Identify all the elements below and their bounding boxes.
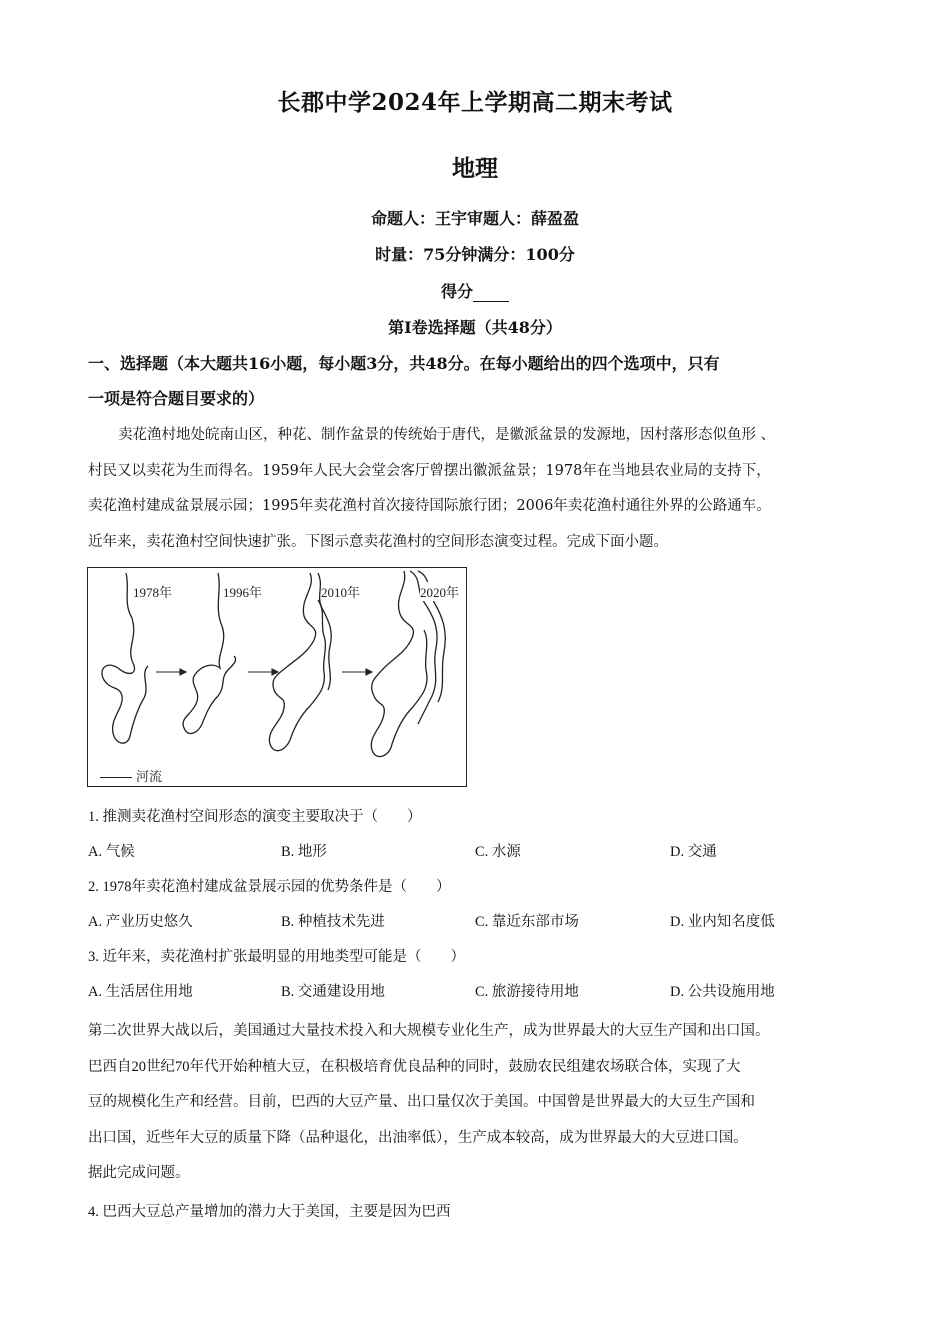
- legend-line-swatch: [100, 777, 132, 778]
- question-4-stem: 4. 巴西大豆总产量增加的潜力大于美国，主要是因为巴西: [88, 1204, 451, 1220]
- subject-title: 地理: [452, 155, 498, 182]
- passage-line: 豆的规模化生产和经营。目前，巴西的大豆产量、出口量仅次于美国。中国曾是世界最大的大豆生产国和: [88, 1094, 755, 1110]
- passage-line: 近年来，卖花渔村空间快速扩张。下图示意卖花渔村的空间形态演变过程。完成下面小题。: [88, 533, 668, 550]
- passage-village: [88, 418, 868, 560]
- option-b[interactable]: B. 种植技术先进: [281, 914, 385, 930]
- year-label-1978: 1978年: [133, 582, 172, 601]
- passage-line: 第二次世界大战以后，美国通过大量技术投入和大规模专业化生产，成为世界最大的大豆生产国和出口国。: [88, 1023, 770, 1039]
- authors-line: 命题人：王宇审题人：薛盈盈: [370, 209, 579, 228]
- passage-line: 据此完成问题。: [88, 1165, 190, 1181]
- question-3-stem: 3. 近年来，卖花渔村扩张最明显的用地类型可能是（ ）: [88, 949, 465, 965]
- section-heading-line2: 一项是符合题目要求的）: [88, 389, 265, 408]
- score-blank: [473, 284, 509, 302]
- passage-line: 出口国，近些年大豆的质量下降（品种退化，出油率低），生产成本较高，成为世界最大的大豆进口国。: [88, 1129, 748, 1146]
- passage-line: 村民又以卖花为生而得名。1959年人民大会堂会客厅曾摆出徽派盆景；1978年在当地县农业局的支持下，: [88, 462, 771, 479]
- time-score-line: 时量：75分钟满分：100分: [375, 245, 575, 264]
- village-evolution-figure: [87, 567, 467, 787]
- option-d[interactable]: D. 业内知名度低: [670, 914, 775, 930]
- option-a[interactable]: A. 气候: [88, 844, 135, 860]
- river-2020-left: [371, 571, 427, 757]
- arrows: [156, 669, 372, 675]
- score-line: [0, 279, 950, 302]
- option-b[interactable]: B. 地形: [281, 844, 327, 860]
- option-a[interactable]: A. 产业历史悠久: [88, 914, 193, 930]
- passage-line: 卖花渔村建成盆景展示园；1995年卖花渔村首次接待国际旅行团；2006年卖花渔村通往外界的公路通车。: [88, 498, 771, 514]
- year-label-1996: 1996年: [223, 582, 262, 601]
- year-label-2020: 2020年: [420, 582, 459, 601]
- year-label-2010: 2010年: [321, 582, 360, 601]
- passage-line: 卖花渔村地处皖南山区，种花、制作盆景的传统始于唐代，是徽派盆景的发源地，因村落形态似鱼形 、: [118, 427, 776, 443]
- river-2010-left: [269, 573, 325, 751]
- passage-line: 巴西自20世纪70年代开始种植大豆，在积极培育优良品种的同时，鼓励农民组建农场联合体，实现了大: [88, 1058, 741, 1075]
- option-c[interactable]: C. 旅游接待用地: [475, 984, 579, 1000]
- river-village-diagram: [88, 568, 468, 788]
- option-d[interactable]: D. 交通: [670, 844, 717, 860]
- section-heading-line1: 一、选择题（本大题共16小题，每小题3分，共48分。在每小题给出的四个选项中，只有: [88, 354, 720, 373]
- option-c[interactable]: C. 靠近东部市场: [475, 914, 579, 930]
- score-label: 得分: [440, 282, 473, 301]
- option-c[interactable]: C. 水源: [475, 844, 521, 860]
- passage-soybean: [88, 1014, 868, 1192]
- figure-legend: [100, 766, 162, 785]
- question-1-stem: 1. 推测卖花渔村空间形态的演变主要取决于（ ）: [88, 809, 422, 825]
- exam-title: 长郡中学2024年上学期高二期末考试: [277, 89, 673, 116]
- question-2-stem: 2. 1978年卖花渔村建成盆景展示园的优势条件是（ ）: [88, 879, 451, 895]
- option-d[interactable]: D. 公共设施用地: [670, 984, 775, 1000]
- part-heading: 第Ⅰ卷选择题（共48分）: [388, 318, 562, 337]
- option-b[interactable]: B. 交通建设用地: [281, 984, 385, 1000]
- legend-label: 河流: [136, 770, 163, 785]
- option-a[interactable]: A. 生活居住用地: [88, 984, 193, 1000]
